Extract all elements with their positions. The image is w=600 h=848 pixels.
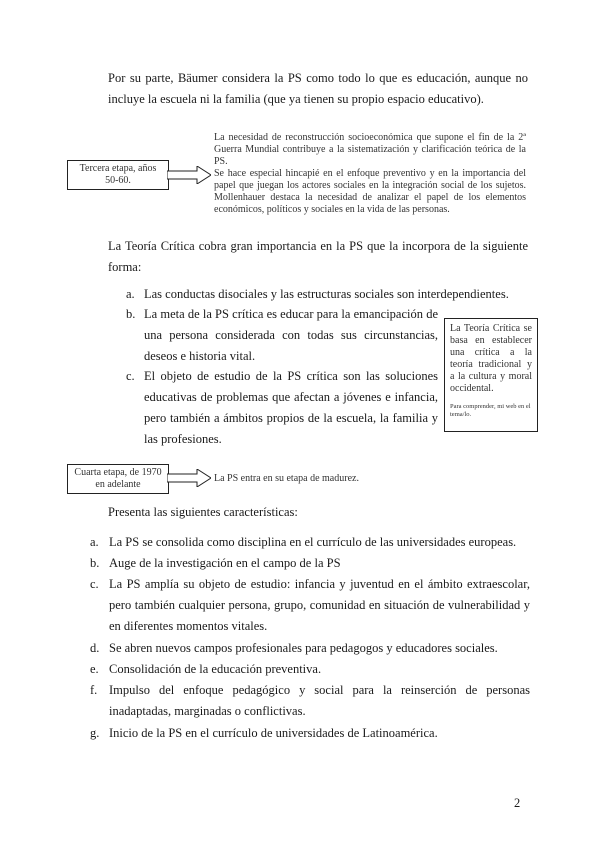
list-item-text: La PS se consolida como disciplina en el currículo de las universidades europeas. (109, 535, 517, 549)
list-item (90, 638, 530, 658)
sidebox-text: La Teoría Crítica se basa en establecer una crítica a la teoría tradicional y a la cultura y moral occidental. (450, 323, 532, 394)
list-item (90, 553, 530, 573)
list-item-text: Inicio de la PS en el currículo de universidades de Latinoamérica. (109, 726, 438, 740)
critica-item-a (126, 284, 536, 304)
list-marker: g. (90, 726, 100, 740)
list-item (90, 680, 530, 722)
critica-item-c (126, 366, 438, 450)
list-marker: c. (126, 369, 135, 383)
list-marker: b. (90, 556, 100, 570)
intro-paragraph: Por su parte, Bäumer considera la PS como todo lo que es educación, aunque no incluye la escuela ni la familia (que ya tienen su propio espacio educativo). (108, 71, 528, 106)
list-item-text: El objeto de estudio de la PS crítica son las soluciones educativas de problemas que afectan a jóvenes e infancia, pero también a ámbitos propios de la escuela, la familia y las profesiones. (144, 369, 438, 446)
stage4-text: La PS entra en su etapa de madurez. (214, 473, 359, 484)
stage4-label-box (67, 464, 169, 494)
list-marker: a. (126, 287, 135, 301)
list-marker: e. (90, 662, 99, 676)
stage3-text-1: La necesidad de reconstrucción socioeconómica que supone el fin de la 2ª Guerra Mundial contribuye a la sistematización y clarificación teórica de la PS. (214, 132, 526, 167)
characteristics-intro: Presenta las siguientes características: (108, 505, 298, 519)
list-item (90, 659, 530, 679)
list-item-text: Auge de la investigación en el campo de la PS (109, 556, 341, 570)
critica-sidebox (444, 318, 538, 432)
stage3-text-2: Se hace especial hincapié en el enfoque preventivo y en la importancia del papel que juegan los actores sociales en la integración social de los sujetos. Mollenhauer destaca la necesidad de analizar el papel de los elementos económicos, políticos y sociales en la vida de las personas. (214, 168, 526, 215)
critica-intro: La Teoría Crítica cobra gran importancia en la PS que la incorpora de la siguiente forma: (108, 239, 528, 274)
list-item (90, 723, 530, 743)
stage3-arrow-icon (167, 166, 211, 184)
list-marker: c. (90, 577, 99, 591)
critica-item-b (126, 304, 438, 367)
list-marker: a. (90, 535, 99, 549)
list-marker: b. (126, 307, 136, 321)
characteristics-list (90, 532, 530, 743)
stage3-text (214, 132, 526, 216)
list-item-text: Impulso del enfoque pedagógico y social para la reinserción de personas inadaptadas, marginadas o conflictivas. (109, 683, 530, 718)
stage4-arrow-icon (167, 469, 211, 487)
list-item-text: Las conductas disociales y las estructuras sociales son interdependientes. (144, 287, 509, 301)
list-item-text: La PS amplía su objeto de estudio: infancia y juventud en el ámbito extraescolar, pero también cualquier persona, grupo, comunidad en situación de vulnerabilidad y en diferentes momentos vitales. (109, 577, 530, 633)
stage3-label-box (67, 160, 169, 190)
list-item-text: Se abren nuevos campos profesionales para pedagogos y educadores sociales. (109, 641, 498, 655)
page-number: 2 (514, 796, 521, 810)
sidebox-note: Para comprender, mi web en el tema/lo. (450, 403, 531, 418)
list-item (90, 532, 530, 552)
list-marker: d. (90, 641, 100, 655)
list-item-text: La meta de la PS crítica es educar para la emancipación de una persona considerada con todas sus circunstancias, deseos e historia vital. (144, 307, 438, 363)
list-item (90, 574, 530, 637)
list-item-text: Consolidación de la educación preventiva. (109, 662, 322, 676)
stage3-label: Tercera etapa, años 50-60. (79, 163, 157, 186)
list-marker: f. (90, 683, 98, 697)
stage4-label: Cuarta etapa, de 1970 en adelante (74, 467, 162, 490)
